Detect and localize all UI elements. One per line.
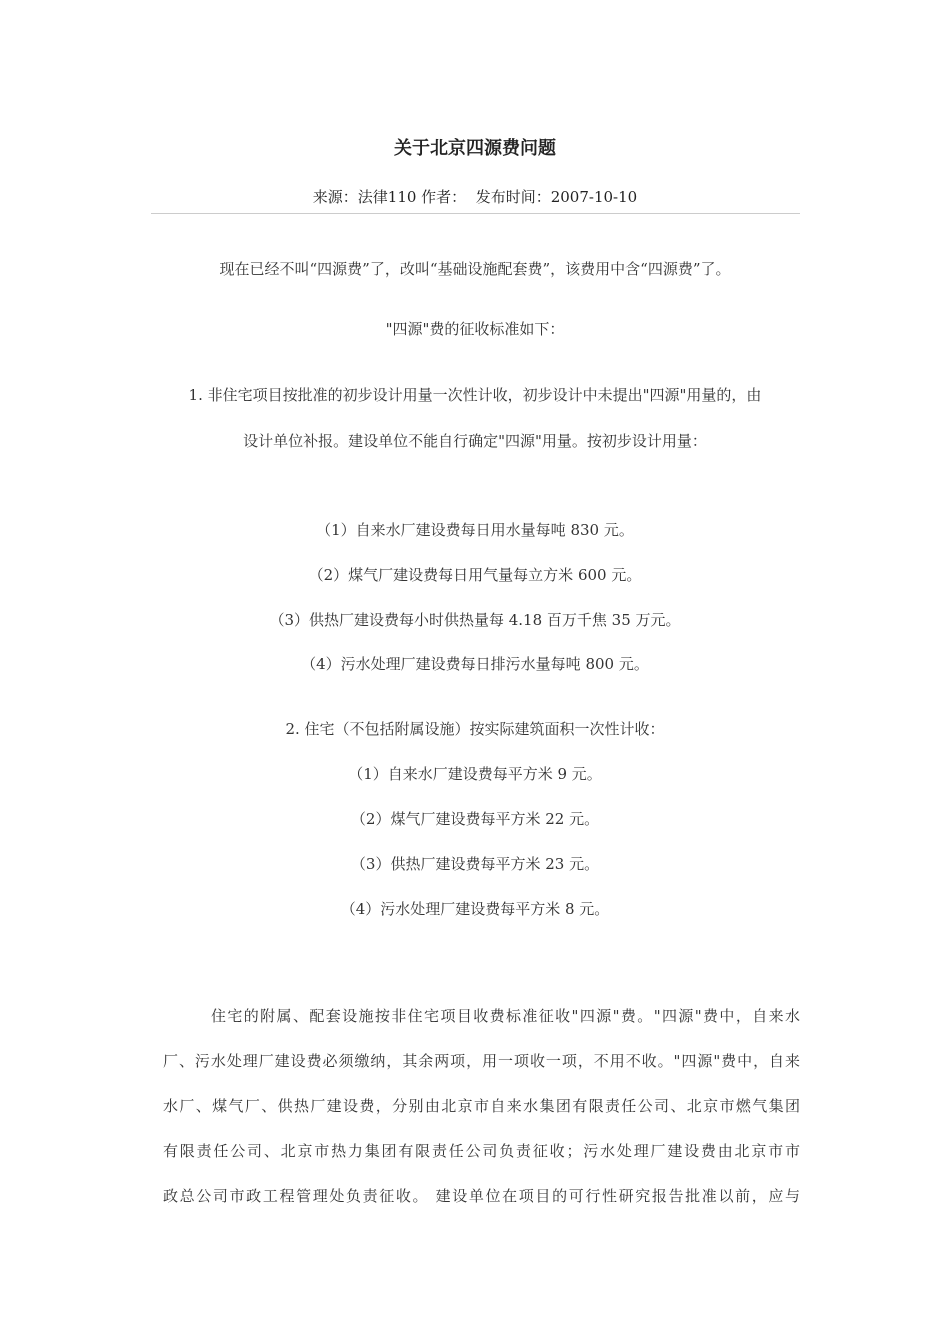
section2-item: （4）污水处理厂建设费每平方米 8 元。 (340, 900, 610, 918)
section1-item: （1）自来水厂建设费每日用水量每吨 830 元。 (316, 521, 634, 539)
section1-line1: 1. 非住宅项目按批准的初步设计用量一次性计收，初步设计中未提出"四源"用量的，由 (188, 386, 762, 404)
standard-heading: "四源"费的征收标准如下： (385, 320, 565, 338)
section1-item: （4）污水处理厂建设费每日排污水量每吨 800 元。 (301, 655, 649, 673)
section2-item: （1）自来水厂建设费每平方米 9 元。 (348, 765, 602, 783)
article-meta: 来源：法律110 作者： 发布时间：2007-10-10 (312, 188, 638, 206)
closing-paragraph-line: 水厂、煤气厂、供热厂建设费，分别由北京市自来水集团有限责任公司、北京市燃气集团 (163, 1097, 800, 1115)
section1-line2: 设计单位补报。建设单位不能自行确定"四源"用量。按初步设计用量： (243, 432, 707, 450)
article-title: 关于北京四源费问题 (394, 138, 556, 159)
section2-heading: 2. 住宅（不包括附属设施）按实际建筑面积一次性计收： (285, 720, 665, 738)
section2-item: （2）煤气厂建设费每平方米 22 元。 (350, 810, 600, 828)
closing-paragraph-line: 厂、污水处理厂建设费必须缴纳，其余两项，用一项收一项，不用不收。"四源"费中，自来 (163, 1052, 800, 1070)
section1-item: （3）供热厂建设费每小时供热量每 4.18 百万千焦 35 万元。 (269, 611, 681, 629)
closing-paragraph-line: 政总公司市政工程管理处负责征收。 建设单位在项目的可行性研究报告批准以前，应与 (163, 1187, 800, 1205)
section1-item: （2）煤气厂建设费每日用气量每立方米 600 元。 (308, 566, 642, 584)
intro-paragraph: 现在已经不叫“四源费”了，改叫“基础设施配套费”，该费用中含“四源费”了。 (219, 260, 731, 278)
closing-paragraph-line: 住宅的附属、配套设施按非住宅项目收费标准征收"四源"费。"四源"费中，自来水 (211, 1007, 800, 1025)
section2-item: （3）供热厂建设费每平方米 23 元。 (350, 855, 600, 873)
header-divider (151, 213, 800, 214)
closing-paragraph-line: 有限责任公司、北京市热力集团有限责任公司负责征收；污水处理厂建设费由北京市市 (163, 1142, 800, 1160)
